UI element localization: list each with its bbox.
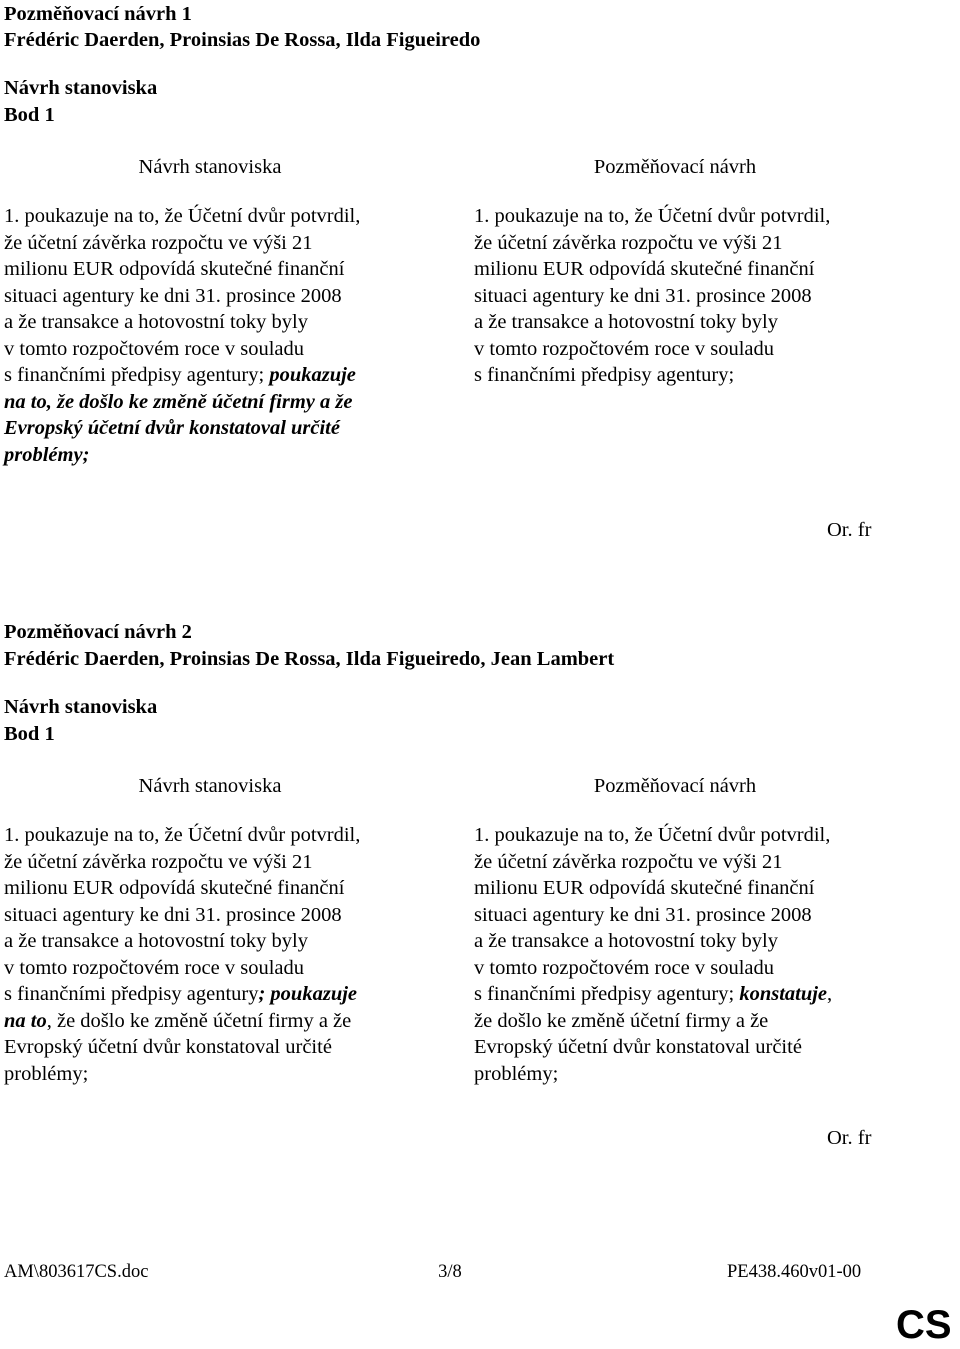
amendment-target: Návrh stanoviska — [4, 696, 158, 718]
text-line — [474, 362, 904, 389]
highlighted-text: Evropský účetní dvůr konstatoval určité — [4, 417, 340, 439]
text-line — [474, 955, 904, 982]
text-run: že účetní závěrka rozpočtu ve výši 21 — [474, 850, 783, 873]
text-run: 1. poukazuje na to, že Účetní dvůr potvrdil, — [474, 205, 831, 227]
text-run: že došlo ke změně účetní firmy a že — [474, 1009, 769, 1032]
text-run: v tomto rozpočtovém roce v souladu — [474, 337, 775, 360]
text-line — [4, 849, 434, 876]
amendment-item: Bod 1 — [4, 723, 55, 745]
text-run: s finančními předpisy agentury; — [474, 364, 735, 386]
text-line — [474, 1061, 904, 1088]
text-line — [4, 442, 434, 469]
text-run: v tomto rozpočtovém roce v souladu — [4, 337, 305, 360]
text-line — [4, 230, 434, 257]
amendment-item: Bod 1 — [4, 104, 55, 126]
highlighted-text: problémy; — [4, 443, 90, 466]
text-run: milionu EUR odpovídá skutečné finanční — [474, 258, 815, 280]
text-run: situaci agentury ke dni 31. prosince 2008 — [4, 284, 342, 307]
text-run: Evropský účetní dvůr konstatoval určité — [4, 1036, 332, 1058]
amendment-title: Pozměňovací návrh 1 — [4, 3, 192, 25]
text-line — [474, 336, 904, 363]
text-run: milionu EUR odpovídá skutečné finanční — [474, 877, 815, 899]
language-code: CS — [896, 1303, 952, 1347]
text-run: že účetní závěrka rozpočtu ve výši 21 — [4, 231, 313, 254]
text-line — [474, 849, 904, 876]
text-run: a že transakce a hotovostní toky byly — [474, 311, 778, 333]
text-line — [4, 389, 434, 416]
text-run: 1. poukazuje na to, že Účetní dvůr potvrdil, — [4, 205, 361, 227]
text-line — [4, 822, 434, 849]
amended-text — [474, 822, 904, 1087]
text-line — [4, 1034, 434, 1061]
highlighted-text: konstatuje — [739, 983, 828, 1005]
text-run: a že transakce a hotovostní toky byly — [4, 311, 308, 333]
text-run: situaci agentury ke dni 31. prosince 2008 — [474, 284, 812, 307]
text-line — [474, 902, 904, 929]
original-text — [4, 822, 434, 1087]
text-line — [474, 822, 904, 849]
text-line — [474, 928, 904, 955]
pe-reference: PE438.460v01-00 — [727, 1262, 862, 1282]
text-line — [4, 928, 434, 955]
text-line — [4, 283, 434, 310]
right-column-header: Pozměňovací návrh — [593, 775, 757, 797]
text-run: s finančními předpisy agentury; — [4, 364, 270, 386]
text-line — [474, 283, 904, 310]
text-line — [4, 875, 434, 902]
text-run: s finančními předpisy agentury; — [474, 983, 740, 1005]
text-run: v tomto rozpočtovém roce v souladu — [474, 956, 775, 979]
text-line — [4, 362, 434, 389]
text-line — [474, 256, 904, 283]
page-number: 3/8 — [438, 1262, 462, 1282]
text-run: s finančními předpisy agentury — [4, 983, 259, 1005]
text-run: problémy; — [474, 1062, 559, 1085]
amendment-authors: Frédéric Daerden, Proinsias De Rossa, Ilda Figueiredo — [4, 29, 481, 51]
text-run: milionu EUR odpovídá skutečné finanční — [4, 258, 345, 280]
text-run: a že transakce a hotovostní toky byly — [474, 930, 778, 952]
left-column-header: Návrh stanoviska — [138, 156, 282, 178]
text-line — [4, 1061, 434, 1088]
text-run: a že transakce a hotovostní toky byly — [4, 930, 308, 952]
text-run: situaci agentury ke dni 31. prosince 2008 — [474, 903, 812, 926]
text-line — [474, 309, 904, 336]
highlighted-text: na to — [4, 1009, 47, 1032]
text-run: Evropský účetní dvůr konstatoval určité — [474, 1036, 802, 1058]
text-line — [474, 1034, 904, 1061]
text-run: že účetní závěrka rozpočtu ve výši 21 — [474, 231, 783, 254]
text-line — [4, 955, 434, 982]
text-line — [4, 415, 434, 442]
text-run: 1. poukazuje na to, že Účetní dvůr potvrdil, — [474, 824, 831, 846]
text-line — [474, 981, 904, 1008]
text-line — [474, 230, 904, 257]
text-run: situaci agentury ke dni 31. prosince 2008 — [4, 903, 342, 926]
text-run: 1. poukazuje na to, že Účetní dvůr potvrdil, — [4, 824, 361, 846]
original-language: Or. fr — [827, 1127, 872, 1149]
text-run: milionu EUR odpovídá skutečné finanční — [4, 877, 345, 899]
text-line — [4, 981, 434, 1008]
highlighted-text: ; poukazuje — [258, 983, 358, 1005]
text-line — [474, 875, 904, 902]
text-run: , — [827, 983, 833, 1005]
right-column-header: Pozměňovací návrh — [593, 156, 757, 178]
text-run: že účetní závěrka rozpočtu ve výši 21 — [4, 850, 313, 873]
text-run: , že došlo ke změně účetní firmy a že — [46, 1009, 352, 1032]
text-line — [4, 1008, 434, 1035]
text-line — [4, 336, 434, 363]
original-text — [4, 203, 434, 468]
text-line — [4, 902, 434, 929]
left-column-header: Návrh stanoviska — [138, 775, 282, 797]
original-language: Or. fr — [827, 519, 872, 541]
amendment-title: Pozměňovací návrh 2 — [4, 621, 192, 643]
document-reference: AM\803617CS.doc — [4, 1262, 149, 1282]
text-run: v tomto rozpočtovém roce v souladu — [4, 956, 305, 979]
text-run: problémy; — [4, 1062, 89, 1085]
text-line — [474, 203, 904, 230]
highlighted-text: na to, že došlo ke změně účetní firmy a že — [4, 390, 353, 413]
text-line — [4, 256, 434, 283]
amendment-authors: Frédéric Daerden, Proinsias De Rossa, Ilda Figueiredo, Jean Lambert — [4, 648, 615, 670]
text-line — [4, 203, 434, 230]
amended-text — [474, 203, 904, 389]
highlighted-text: poukazuje — [269, 364, 356, 386]
text-line — [474, 1008, 904, 1035]
text-line — [4, 309, 434, 336]
amendment-target: Návrh stanoviska — [4, 77, 158, 99]
